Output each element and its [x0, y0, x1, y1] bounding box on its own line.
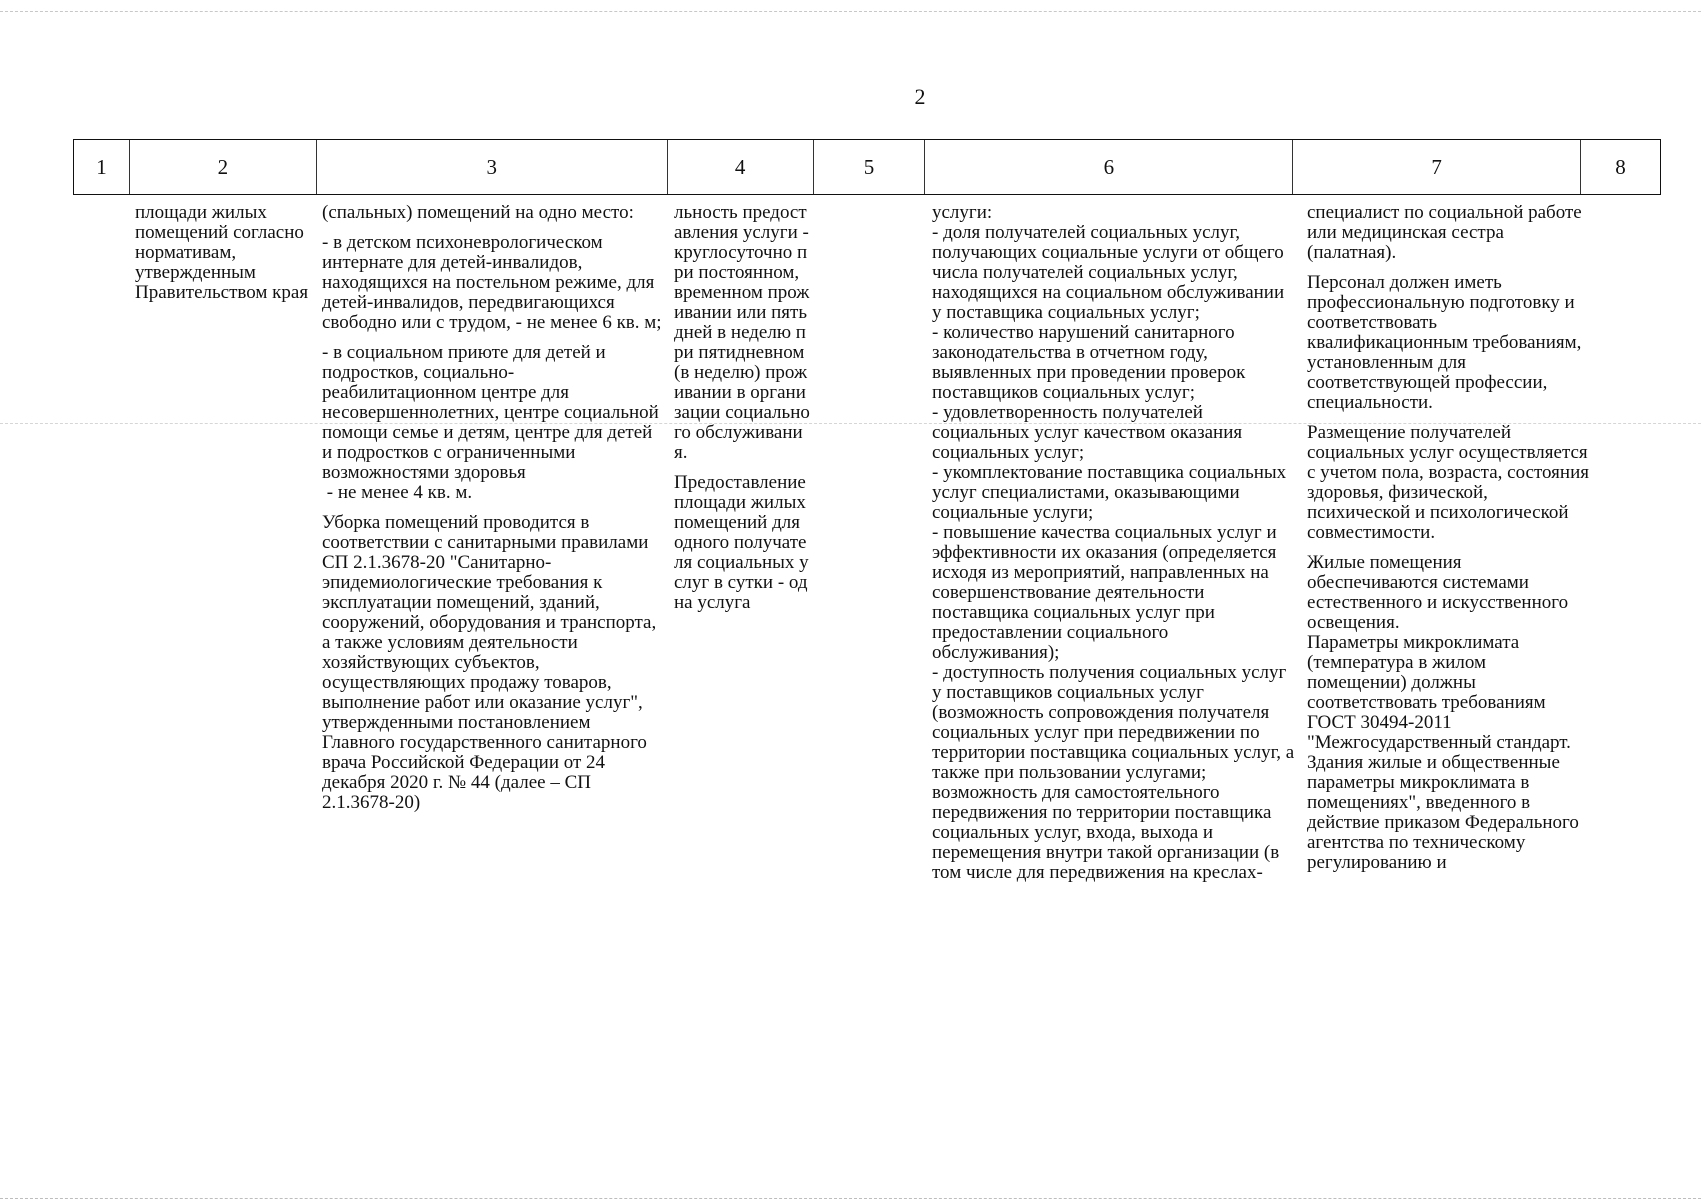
cell-paragraph: специалист по социальной работе или медицинская сестра (палатная).: [1307, 202, 1582, 263]
header-col-8: 8: [1615, 154, 1626, 179]
header-col-3: 3: [317, 140, 668, 194]
cell-col-7: [1307, 203, 1589, 883]
cell-paragraph: (спальных) помещений на одно место:: [322, 202, 634, 223]
cell-paragraph: льность предоставления услуги - круглосуточно при постоянном, временном проживании или пять дней в неделю при пятидневном (в неделю) проживании в организации социального обслуживания.: [674, 202, 810, 463]
cell-paragraph: Персонал должен иметь профессиональную подготовку и соответствовать квалификационным требованиям, установленным для соответствующей профессии, специальности.: [1307, 272, 1582, 413]
cell-col-3: [322, 203, 662, 823]
cell-paragraph: площади жилых помещений согласно нормативам, утвержденным Правительством края: [135, 202, 309, 303]
header-col-6: 6: [925, 140, 1293, 194]
cell-paragraph: Размещение получателей социальных услуг осуществляется с учетом пола, возраста, состояния здоровья, физической, психической и психологической совместимости.: [1307, 422, 1589, 543]
cell-paragraph: Предоставление площади жилых помещений для одного получателя социальных услуг в сутки - одна услуга: [674, 472, 809, 613]
header-col-2: 2: [130, 140, 317, 194]
cell-paragraph: - в детском психоневрологическом интернате для детей-инвалидов, находящихся на постельном режиме, для детей-инвалидов, передвигающихся свободно или с трудом, - не менее 6 кв. м;: [322, 232, 662, 333]
cell-col-6: [932, 203, 1297, 893]
header-col-1: 1: [74, 140, 130, 194]
page-number: 2: [914, 84, 926, 109]
header-col-5: 5: [814, 140, 926, 194]
scan-artifact-line: [0, 11, 1701, 12]
header-col-4: 4: [668, 140, 814, 194]
cell-paragraph: Жилые помещения обеспечиваются системами естественного и искусственного освещения. Параметры микроклимата (температура в жилом помещении) должны соответствовать требованиям ГОСТ 30494-2011 "Межгосударственный стандарт. Здания жилые и общественные параметры микроклимата в помещениях", введенного в действие приказом Федерального агентства по техническому регулированию и: [1307, 552, 1579, 873]
cell-paragraph: услуги: - доля получателей социальных услуг, получающих социальные услуги от общего числа получателей социальных услуг, находящихся на социальном обслуживании у поставщика социальных услуг; - количество нарушений санитарного законодательства в отчетном году, выявленных при проведении проверок поставщиков социальных услуг; - удовлетворенность получателей социальных услуг качеством оказания социальных услуг; - укомплектование поставщика социальных услуг специалистами, оказывающими социальные услуги; - повышение качества социальных услуг и эффективности их оказания (определяется исходя из мероприятий, направленных на совершенствование деятельности поставщика социальных услуг при предоставлении социального обслуживания); - доступность получения социальных услуг у поставщиков социальных услуг (возможность сопровождения получателя социальных услуг при передвижении по территории поставщика социальных услуг, а также при пользовании услугами; возможность для самостоятельного передвижения по территории поставщика социальных услуг, входа, выхода и перемещения внутри такой организации (в том числе для передвижения на креслах-: [932, 202, 1295, 883]
scan-artifact-line: [0, 1198, 1701, 1199]
cell-col-4: [674, 203, 812, 623]
cell-paragraph: Уборка помещений проводится в соответствии с санитарными правилами СП 2.1.3678-20 "Санитарно-эпидемиологические требования к эксплуатации помещений, зданий, сооружений, оборудования и транспорта, а также условиям деятельности хозяйствующих субъектов, осуществляющих продажу товаров, выполнение работ или оказание услуг", утвержденными постановлением Главного государственного санитарного врача Российской Федерации от 24 декабря 2020 г. № 44 (далее – СП 2.1.3678-20): [322, 512, 657, 813]
cell-paragraph: - в социальном приюте для детей и подростков, социально-реабилитационном центре для несовершеннолетних, центре социальной помощи семье и детям, центре для детей и подростков с ограниченными возможностями здоровья - не менее 4 кв. м.: [322, 342, 659, 503]
cell-col-2: [135, 203, 310, 313]
table-header-row: [73, 139, 1661, 195]
header-col-7: 7: [1293, 140, 1581, 194]
